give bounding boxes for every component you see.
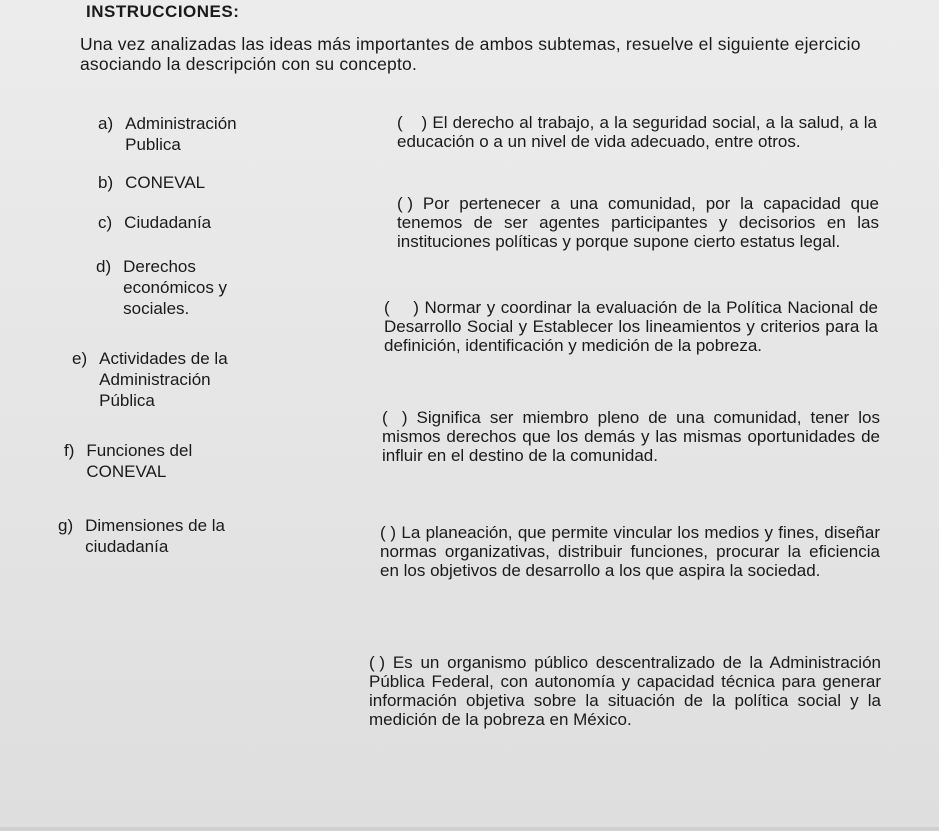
term-label: Actividades de la Administración Pública — [99, 349, 228, 410]
description-text: Es un organismo público descentralizado de la Administración Pública Federal, con autonomía y capacidad técnica para generar información objetiva sobre la situación de la política social y la medición de la pobreza en México. — [369, 653, 881, 729]
term-letter: d) — [96, 257, 112, 276]
term-letter: b) — [98, 173, 114, 192]
description-2 — [397, 194, 879, 251]
instructions-title: INSTRUCCIONES: — [86, 2, 240, 21]
description-text: Normar y coordinar la evaluación de la Política Nacional de Desarrollo Social y Establecer los lineamientos y criterios para la definición, identificación y medición de la pobreza. — [384, 298, 878, 355]
term-letter: g) — [58, 516, 74, 535]
answer-blank[interactable]: ( ) — [397, 194, 414, 213]
answer-blank[interactable]: ( ) — [384, 298, 419, 317]
term-letter: a) — [98, 114, 114, 133]
term-label: Ciudadanía — [124, 213, 212, 232]
answer-blank[interactable]: ( ) — [382, 408, 408, 427]
term-label: Derechos económicos y sociales. — [123, 257, 228, 318]
answer-blank[interactable]: ( ) — [380, 523, 397, 542]
page-bottom-edge — [0, 827, 939, 831]
description-text: Significa ser miembro pleno de una comunidad, tener los mismos derechos que los demás y las mismas oportunidades de influir en el destino de la comunidad. — [382, 408, 880, 465]
term-a — [98, 113, 237, 155]
description-6 — [369, 653, 881, 729]
description-3 — [384, 298, 878, 355]
term-e — [72, 348, 228, 411]
term-label: CONEVAL — [125, 173, 206, 192]
description-1 — [397, 113, 877, 151]
term-letter: c) — [98, 213, 113, 232]
term-c — [98, 212, 211, 233]
term-label: Funciones del CONEVAL — [86, 441, 193, 481]
term-letter: f) — [64, 441, 75, 460]
instructions-text: Una vez analizadas las ideas más importantes de ambos subtemas, resuelve el siguiente ejercicio asociando la descripción con su concepto. — [80, 34, 861, 74]
term-letter: e) — [72, 349, 88, 368]
term-d — [96, 256, 227, 319]
description-4 — [382, 408, 880, 465]
term-g — [58, 515, 225, 557]
term-b — [98, 172, 205, 193]
term-label: Administración Publica — [125, 114, 237, 154]
term-label: Dimensiones de la ciudadanía — [85, 516, 225, 556]
description-text: Por pertenecer a una comunidad, por la capacidad que tenemos de ser agentes participantes y decisorios en las instituciones políticas y porque supone cierto estatus legal. — [397, 194, 879, 251]
term-f — [64, 440, 192, 482]
description-text: El derecho al trabajo, a la seguridad social, a la salud, a la educación o a un nivel de vida adecuado, entre otros. — [397, 113, 877, 151]
description-text: La planeación, que permite vincular los medios y fines, diseñar normas organizativas, distribuir funciones, procurar la eficiencia en los objetivos de desarrollo a los que aspira la sociedad. — [380, 523, 880, 580]
answer-blank[interactable]: ( ) — [397, 113, 428, 132]
answer-blank[interactable]: ( ) — [369, 653, 386, 672]
description-5 — [380, 523, 880, 580]
